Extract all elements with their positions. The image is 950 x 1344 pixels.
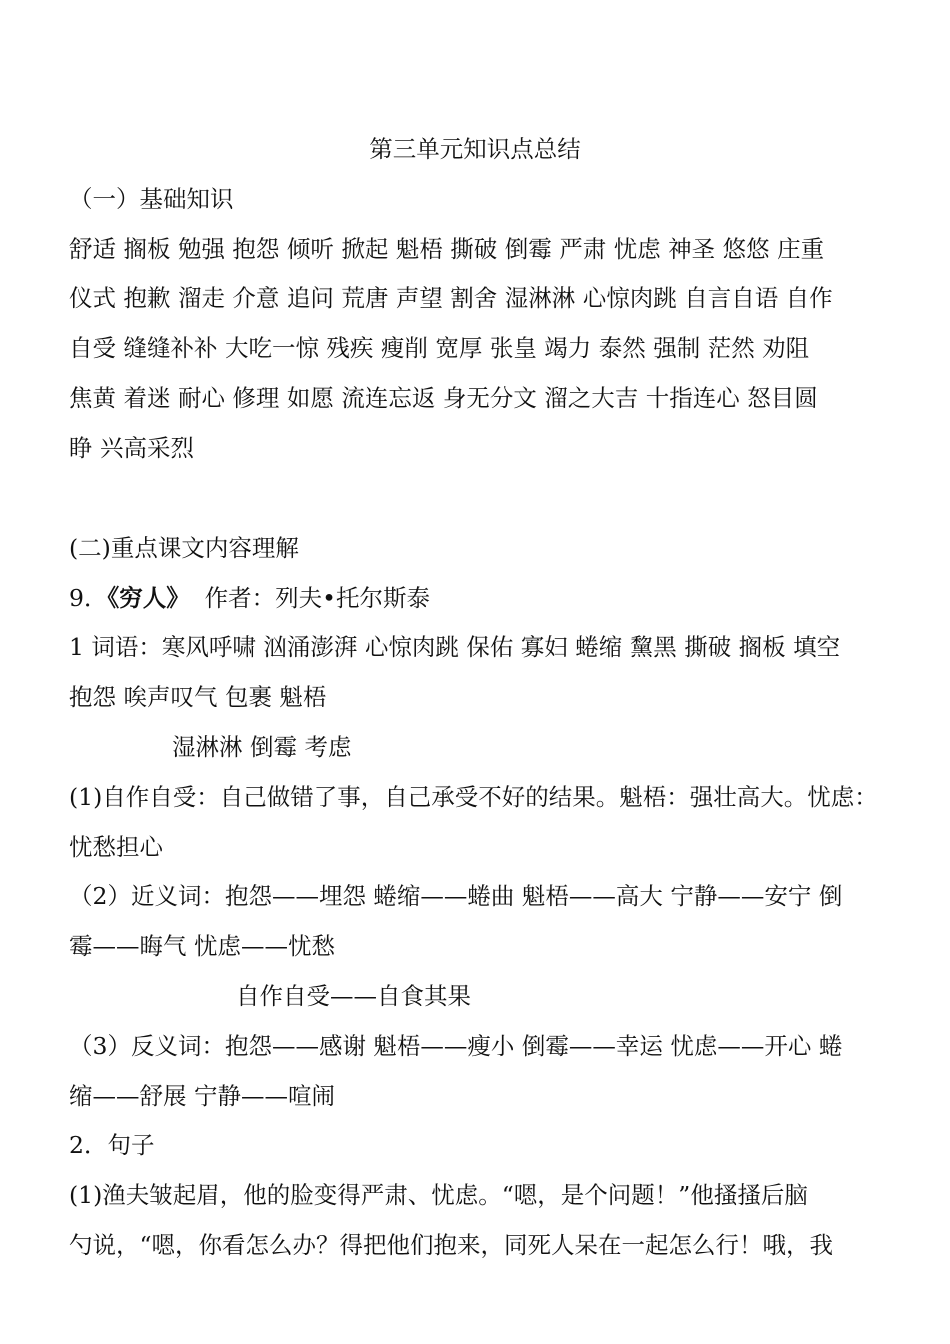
paragraph-line: 2．句子: [69, 1131, 155, 1159]
lesson-author: 作者：列夫•托尔斯泰: [204, 584, 431, 612]
paragraph-line: 缩——舒展 宁静——喧闹: [69, 1082, 335, 1110]
paragraph-line: 忧愁担心: [69, 833, 163, 861]
section-heading-key-texts: (二)重点课文内容理解: [69, 534, 299, 562]
section-heading-basic-knowledge: （一）基础知识: [69, 185, 234, 213]
lesson-number: 9．: [69, 584, 108, 612]
vocab-line: 自受 缝缝补补 大吃一惊 残疾 瘦削 宽厚 张皇 竭力 泰然 强制 茫然 劝阻: [69, 334, 810, 362]
paragraph-line: （3）反义词：抱怨——感谢 魁梧——瘦小 倒霉——幸运 忧虑——开心 蜷: [69, 1032, 843, 1060]
lesson-header: [69, 583, 889, 613]
vocab-line: 睁 兴高采烈: [69, 434, 194, 462]
paragraph-line: (1)自作自受：自己做错了事，自己承受不好的结果。魁梧：强壮高大。忧虑：: [69, 783, 878, 811]
paragraph-line: 1 词语：寒风呼啸 汹涌澎湃 心惊肉跳 保佑 寡妇 蜷缩 黧黑 撕破 搁板 填空: [69, 633, 841, 661]
paragraph-line: (1)渔夫皱起眉，他的脸变得严肃、忧虑。“嗯，是个问题！”他搔搔后脑: [69, 1181, 808, 1209]
paragraph-line: （2）近义词：抱怨——埋怨 蜷缩——蜷曲 魁梧——高大 宁静——安宁 倒: [69, 882, 843, 910]
vocab-line: 仪式 抱歉 溜走 介意 追问 荒唐 声望 割舍 湿淋淋 心惊肉跳 自言自语 自作: [69, 284, 833, 312]
paragraph-line: 勺说，“嗯，你看怎么办？得把他们抱来，同死人呆在一起怎么行！哦，我: [69, 1231, 834, 1259]
vocab-line: 焦黄 着迷 耐心 修理 如愿 流连忘返 身无分文 溜之大吉 十指连心 怒目圆: [69, 384, 818, 412]
document-title: 第三单元知识点总结: [369, 135, 581, 163]
vocab-line: 舒适 搁板 勉强 抱怨 倾听 掀起 魁梧 撕破 倒霉 严肃 忧虑 神圣 悠悠 庄重: [69, 235, 825, 263]
lesson-title: 《穷人》: [107, 584, 190, 612]
paragraph-line: 霉——晦气 忧虑——忧愁: [69, 932, 335, 960]
paragraph-line: 自作自受——自食其果: [236, 982, 471, 1010]
paragraph-line: 湿淋淋 倒霉 考虑: [172, 733, 352, 761]
paragraph-line: 抱怨 唉声叹气 包裹 魁梧: [69, 683, 327, 711]
